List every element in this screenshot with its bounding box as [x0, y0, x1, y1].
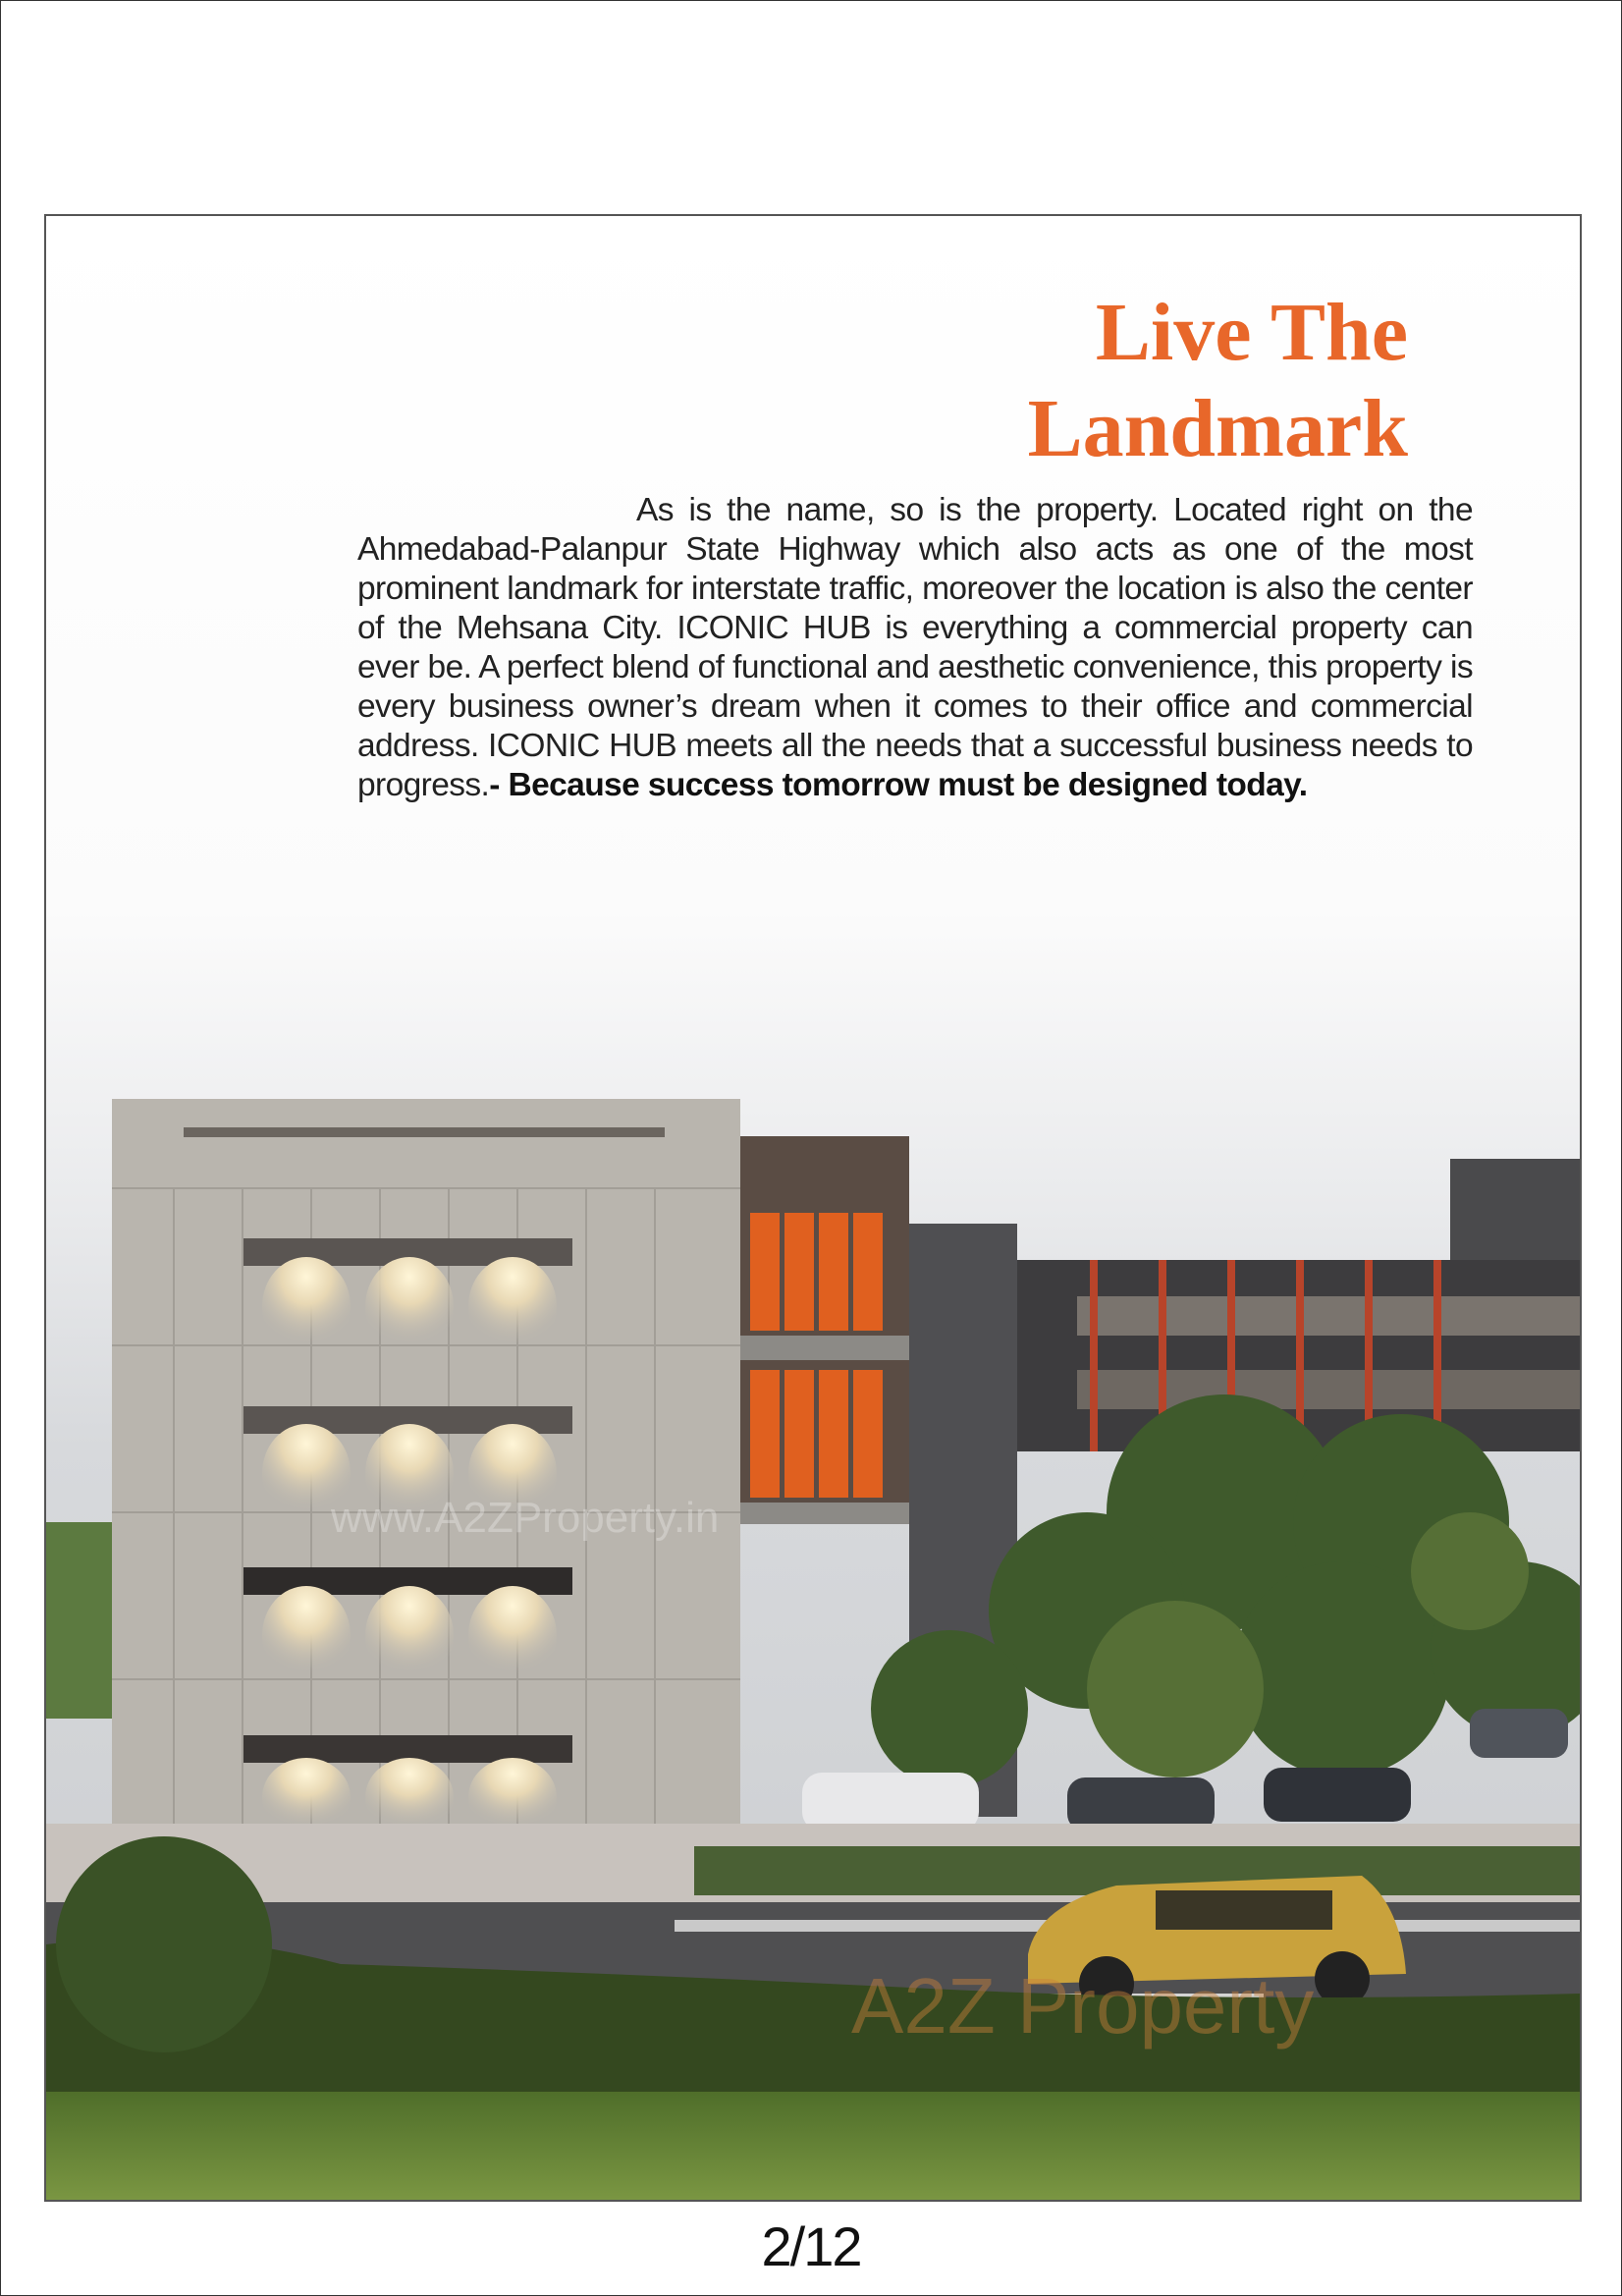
- title-line-2: Landmark: [1027, 383, 1408, 474]
- watermark-url: www.A2ZProperty.in: [331, 1494, 720, 1542]
- tagline: - Because success tomorrow must be designed today.: [489, 767, 1308, 803]
- description-text: As is the name, so is the property. Located right on the Ahmedabad-Palanpur State Highway which also acts as one of the most prominent landmark for interstate traffic, moreover the location is also the center of the Mehsana City. ICONIC HUB is everything a commercial property can ever be. A perfect blend of functional and aesthetic convenience, this property is every business owner’s dream when it comes to their office and commercial address. ICONIC HUB meets all the needs that a successful business needs to progress.: [357, 492, 1473, 803]
- title-line-1: Live The: [1095, 287, 1408, 378]
- description-paragraph: [357, 491, 1473, 805]
- page-title: [1028, 285, 1408, 477]
- brochure-frame: [44, 214, 1582, 2202]
- watermark-brand: A2Z Property: [851, 1962, 1315, 2050]
- page-number: 2/12: [761, 2215, 861, 2277]
